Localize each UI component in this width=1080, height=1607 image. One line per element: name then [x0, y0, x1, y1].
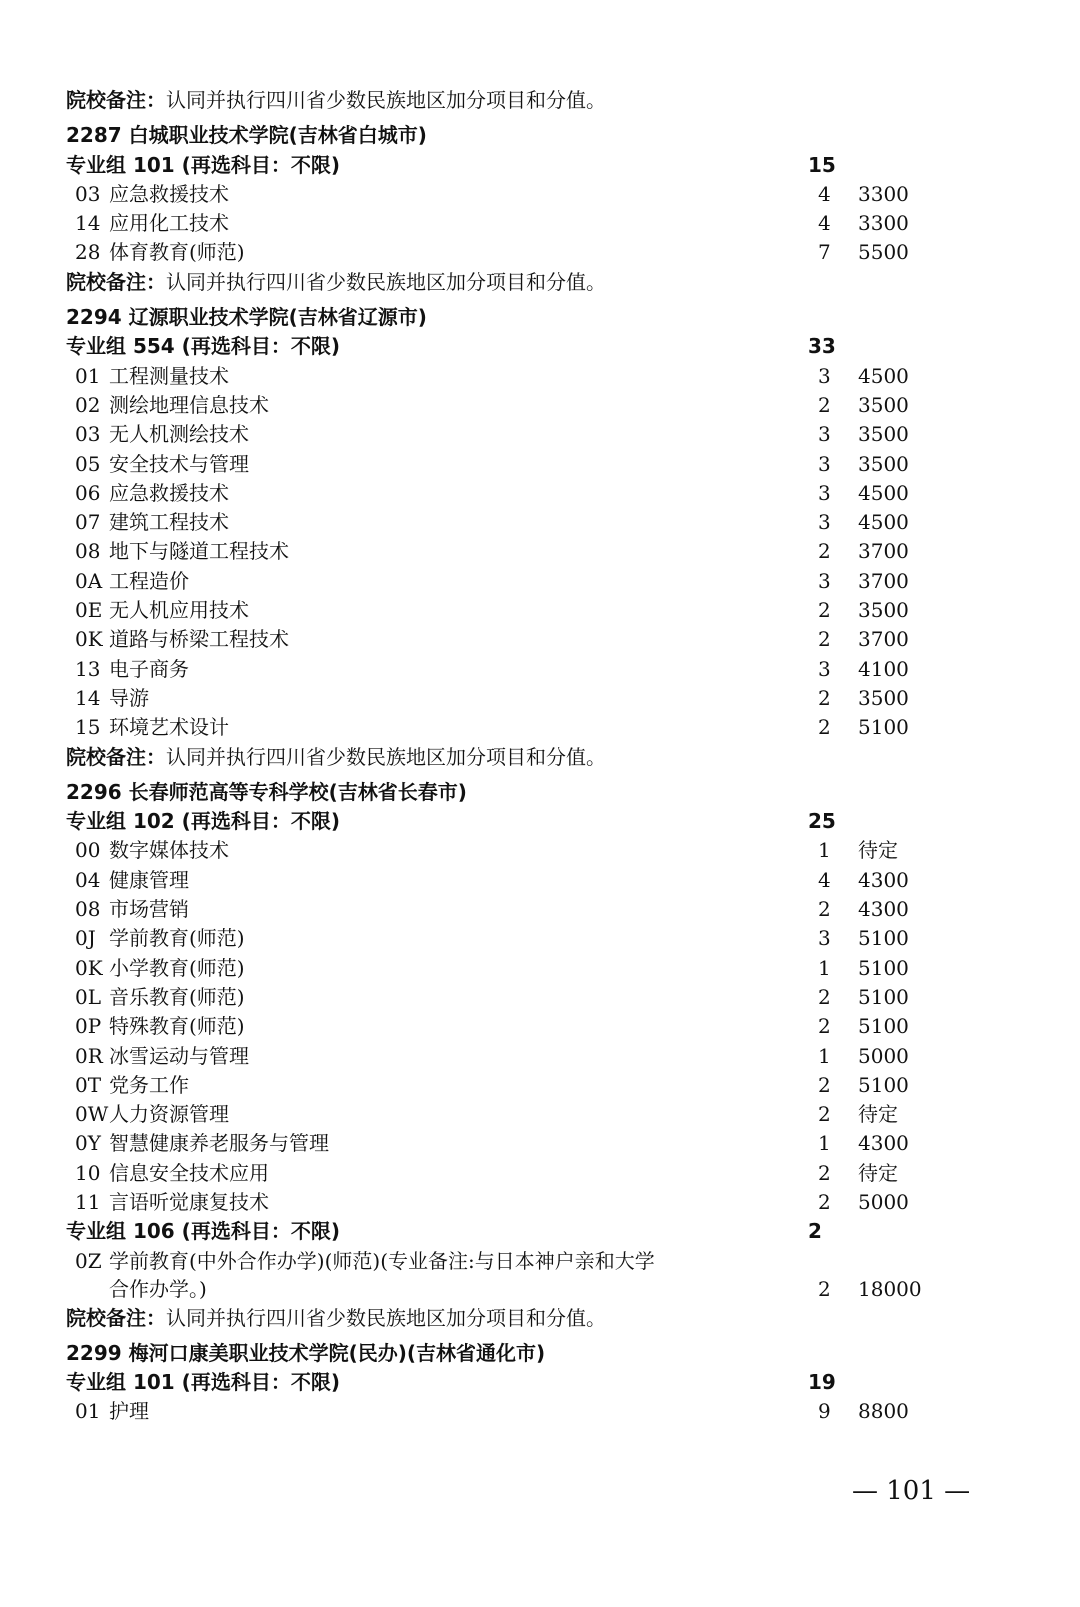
major-row — [66, 625, 966, 654]
major-name: 无人机测绘技术 — [109, 422, 249, 447]
tuition-fee: 5000 — [858, 1043, 909, 1068]
major-row — [66, 537, 966, 566]
major-name: 学前教育(中外合作办学)(师范)(专业备注:与日本神户亲和大学 — [109, 1248, 655, 1273]
note-text: 认同并执行四川省少数民族地区加分项目和分值。 — [166, 269, 606, 294]
major-code: 0R — [75, 1043, 103, 1068]
major-code: 04 — [75, 867, 101, 892]
major-row — [66, 983, 966, 1012]
enrollment-count: 3 — [818, 926, 831, 951]
enrollment-count: 3 — [818, 510, 831, 535]
tuition-fee: 5100 — [858, 926, 909, 951]
enrollment-count: 2 — [818, 1277, 831, 1302]
major-name: 智慧健康养老服务与管理 — [109, 1131, 329, 1156]
major-row — [66, 391, 966, 420]
major-row — [66, 209, 966, 238]
major-name: 体育教育(师范) — [109, 240, 245, 265]
enrollment-count: 2 — [818, 1189, 831, 1214]
tuition-fee: 4100 — [858, 656, 909, 681]
major-row — [66, 1247, 966, 1304]
tuition-fee: 待定 — [858, 1102, 898, 1127]
major-code: 00 — [75, 838, 101, 863]
major-code: 0K — [75, 955, 103, 980]
major-row — [66, 1100, 966, 1129]
tuition-fee: 3500 — [858, 598, 909, 623]
tuition-fee: 3500 — [858, 422, 909, 447]
major-code: 08 — [75, 897, 101, 922]
school-title: 2294 辽源职业技术学院(吉林省辽源市) — [66, 305, 427, 330]
major-name: 无人机应用技术 — [109, 598, 249, 623]
tuition-fee: 5100 — [858, 1014, 909, 1039]
enrollment-count: 1 — [818, 1043, 831, 1068]
enrollment-count: 9 — [818, 1399, 831, 1424]
enrollment-count: 3 — [818, 568, 831, 593]
major-name: 地下与隧道工程技术 — [109, 539, 289, 564]
major-name: 特殊教育(师范) — [109, 1014, 245, 1039]
major-code: 03 — [75, 422, 101, 447]
school-title: 2299 梅河口康美职业技术学院(民办)(吉林省通化市) — [66, 1340, 546, 1365]
enrollment-count: 4 — [818, 867, 831, 892]
major-code: 0A — [75, 568, 103, 593]
major-name: 工程测量技术 — [109, 363, 229, 388]
tuition-fee: 4500 — [858, 363, 909, 388]
tuition-fee: 5100 — [858, 1072, 909, 1097]
major-name: 道路与桥梁工程技术 — [109, 627, 289, 652]
major-name: 应急救援技术 — [109, 480, 229, 505]
major-code: 07 — [75, 510, 101, 535]
enrollment-count: 2 — [818, 1102, 831, 1127]
major-code: 0J — [75, 926, 96, 951]
tuition-fee: 4300 — [858, 1131, 909, 1156]
major-code: 05 — [75, 451, 101, 476]
major-name: 音乐教育(师范) — [109, 984, 245, 1009]
tuition-fee: 3500 — [858, 392, 909, 417]
major-name: 导游 — [109, 685, 149, 710]
major-row — [66, 238, 966, 267]
group-count: 19 — [808, 1370, 836, 1395]
enrollment-count: 2 — [818, 598, 831, 623]
major-row — [66, 866, 966, 895]
major-row — [66, 479, 966, 508]
major-row — [66, 1071, 966, 1100]
school-note — [66, 268, 966, 297]
major-name: 信息安全技术应用 — [109, 1160, 269, 1185]
major-code: 10 — [75, 1160, 101, 1185]
enrollment-count: 2 — [818, 984, 831, 1009]
enrollment-count: 3 — [818, 656, 831, 681]
major-name: 安全技术与管理 — [109, 451, 249, 476]
major-code: 15 — [75, 715, 101, 740]
tuition-fee: 3700 — [858, 627, 909, 652]
group-count: 25 — [808, 809, 836, 834]
major-name: 市场营销 — [109, 897, 189, 922]
major-code: 0K — [75, 627, 103, 652]
major-row — [66, 924, 966, 953]
tuition-fee: 3500 — [858, 685, 909, 710]
school-title: 2296 长春师范高等专科学校(吉林省长春市) — [66, 779, 467, 804]
tuition-fee: 3500 — [858, 451, 909, 476]
major-code: 28 — [75, 240, 101, 265]
note-text: 认同并执行四川省少数民族地区加分项目和分值。 — [166, 744, 606, 769]
major-group-header — [66, 807, 966, 836]
tuition-fee: 3700 — [858, 539, 909, 564]
major-code: 06 — [75, 480, 101, 505]
tuition-fee: 3300 — [858, 181, 909, 206]
note-label: 院校备注： — [66, 1305, 166, 1330]
major-row — [66, 508, 966, 537]
major-code: 08 — [75, 539, 101, 564]
major-name: 小学教育(师范) — [109, 955, 245, 980]
major-code: 0Y — [75, 1131, 101, 1156]
major-name: 学前教育(师范) — [109, 926, 245, 951]
major-code: 13 — [75, 656, 101, 681]
enrollment-count: 2 — [818, 1072, 831, 1097]
enrollment-count: 3 — [818, 451, 831, 476]
group-count: 33 — [808, 334, 836, 359]
enrollment-count: 2 — [818, 539, 831, 564]
enrollment-count: 3 — [818, 480, 831, 505]
major-row — [66, 655, 966, 684]
enrollment-count: 2 — [818, 685, 831, 710]
enrollment-count: 7 — [818, 240, 831, 265]
major-code: 0P — [75, 1014, 102, 1039]
tuition-fee: 4500 — [858, 480, 909, 505]
major-code: 01 — [75, 363, 101, 388]
tuition-fee: 待定 — [858, 1160, 898, 1185]
enrollment-count: 3 — [818, 363, 831, 388]
tuition-fee: 3300 — [858, 211, 909, 236]
enrollment-count: 1 — [818, 955, 831, 980]
major-name: 言语听觉康复技术 — [109, 1189, 269, 1214]
enrollment-count: 2 — [818, 1014, 831, 1039]
major-row — [66, 836, 966, 865]
major-row — [66, 180, 966, 209]
school-note — [66, 743, 966, 772]
major-name: 护理 — [109, 1399, 149, 1424]
tuition-fee: 待定 — [858, 838, 898, 863]
tuition-fee: 4300 — [858, 867, 909, 892]
tuition-fee: 4300 — [858, 897, 909, 922]
major-name: 健康管理 — [109, 867, 189, 892]
enrollment-count: 2 — [818, 1160, 831, 1185]
major-name: 建筑工程技术 — [109, 510, 229, 535]
admission-plan-list — [66, 86, 966, 1427]
enrollment-count: 1 — [818, 838, 831, 863]
major-code: 0T — [75, 1072, 102, 1097]
enrollment-count: 2 — [818, 627, 831, 652]
group-count: 2 — [808, 1219, 822, 1244]
major-code: 14 — [75, 211, 101, 236]
major-row — [66, 1397, 966, 1426]
major-row — [66, 567, 966, 596]
major-name: 人力资源管理 — [109, 1102, 229, 1127]
tuition-fee: 3700 — [858, 568, 909, 593]
enrollment-count: 1 — [818, 1131, 831, 1156]
group-label: 专业组 554 (再选科目：不限) — [66, 334, 340, 359]
major-row — [66, 1129, 966, 1158]
major-row — [66, 713, 966, 742]
tuition-fee: 4500 — [858, 510, 909, 535]
major-row — [66, 1042, 966, 1071]
major-code: 03 — [75, 181, 101, 206]
note-label: 院校备注： — [66, 88, 166, 112]
enrollment-count: 4 — [818, 181, 831, 206]
major-code: 0L — [75, 984, 102, 1009]
group-label: 专业组 101 (再选科目：不限) — [66, 152, 340, 177]
major-group-header — [66, 332, 966, 361]
major-code: 11 — [75, 1189, 101, 1214]
major-group-header — [66, 1217, 966, 1246]
major-name: 数字媒体技术 — [109, 838, 229, 863]
major-row — [66, 1012, 966, 1041]
tuition-fee: 5100 — [858, 715, 909, 740]
major-name: 党务工作 — [109, 1072, 189, 1097]
major-name: 环境艺术设计 — [109, 715, 229, 740]
enrollment-count: 2 — [818, 897, 831, 922]
school-title: 2287 白城职业技术学院(吉林省白城市) — [66, 123, 427, 148]
group-label: 专业组 106 (再选科目：不限) — [66, 1219, 340, 1244]
enrollment-count: 2 — [818, 715, 831, 740]
major-code: 14 — [75, 685, 101, 710]
note-label: 院校备注： — [66, 744, 166, 769]
note-text: 认同并执行四川省少数民族地区加分项目和分值。 — [166, 88, 606, 112]
enrollment-count: 2 — [818, 392, 831, 417]
major-code: 01 — [75, 1399, 101, 1424]
major-group-header — [66, 1368, 966, 1397]
major-code: 02 — [75, 392, 101, 417]
major-name: 测绘地理信息技术 — [109, 392, 269, 417]
page-number: — 101 — — [852, 1476, 971, 1506]
note-label: 院校备注： — [66, 269, 166, 294]
group-label: 专业组 102 (再选科目：不限) — [66, 809, 340, 834]
tuition-fee: 8800 — [858, 1399, 909, 1424]
tuition-fee: 5100 — [858, 984, 909, 1009]
major-row — [66, 450, 966, 479]
enrollment-count: 3 — [818, 422, 831, 447]
major-name: 应用化工技术 — [109, 211, 229, 236]
major-name-continued: 合作办学。) — [109, 1277, 207, 1302]
major-row — [66, 420, 966, 449]
group-label: 专业组 101 (再选科目：不限) — [66, 1370, 340, 1395]
group-count: 15 — [808, 152, 836, 177]
note-text: 认同并执行四川省少数民族地区加分项目和分值。 — [166, 1305, 606, 1330]
major-row — [66, 596, 966, 625]
major-code: 0E — [75, 598, 103, 623]
major-name: 冰雪运动与管理 — [109, 1043, 249, 1068]
school-note — [66, 1304, 966, 1333]
enrollment-count: 4 — [818, 211, 831, 236]
major-row — [66, 1188, 966, 1217]
tuition-fee: 5000 — [858, 1189, 909, 1214]
major-row — [66, 362, 966, 391]
tuition-fee: 5500 — [858, 240, 909, 265]
major-code: 0Z — [75, 1248, 102, 1273]
major-row — [66, 684, 966, 713]
major-name: 电子商务 — [109, 656, 189, 681]
school-note — [66, 86, 966, 115]
tuition-fee: 5100 — [858, 955, 909, 980]
major-row — [66, 954, 966, 983]
major-code: 0W — [75, 1102, 109, 1127]
major-row — [66, 895, 966, 924]
major-group-header — [66, 151, 966, 180]
major-row — [66, 1159, 966, 1188]
major-name: 应急救援技术 — [109, 181, 229, 206]
major-name: 工程造价 — [109, 568, 189, 593]
tuition-fee: 18000 — [858, 1277, 922, 1302]
